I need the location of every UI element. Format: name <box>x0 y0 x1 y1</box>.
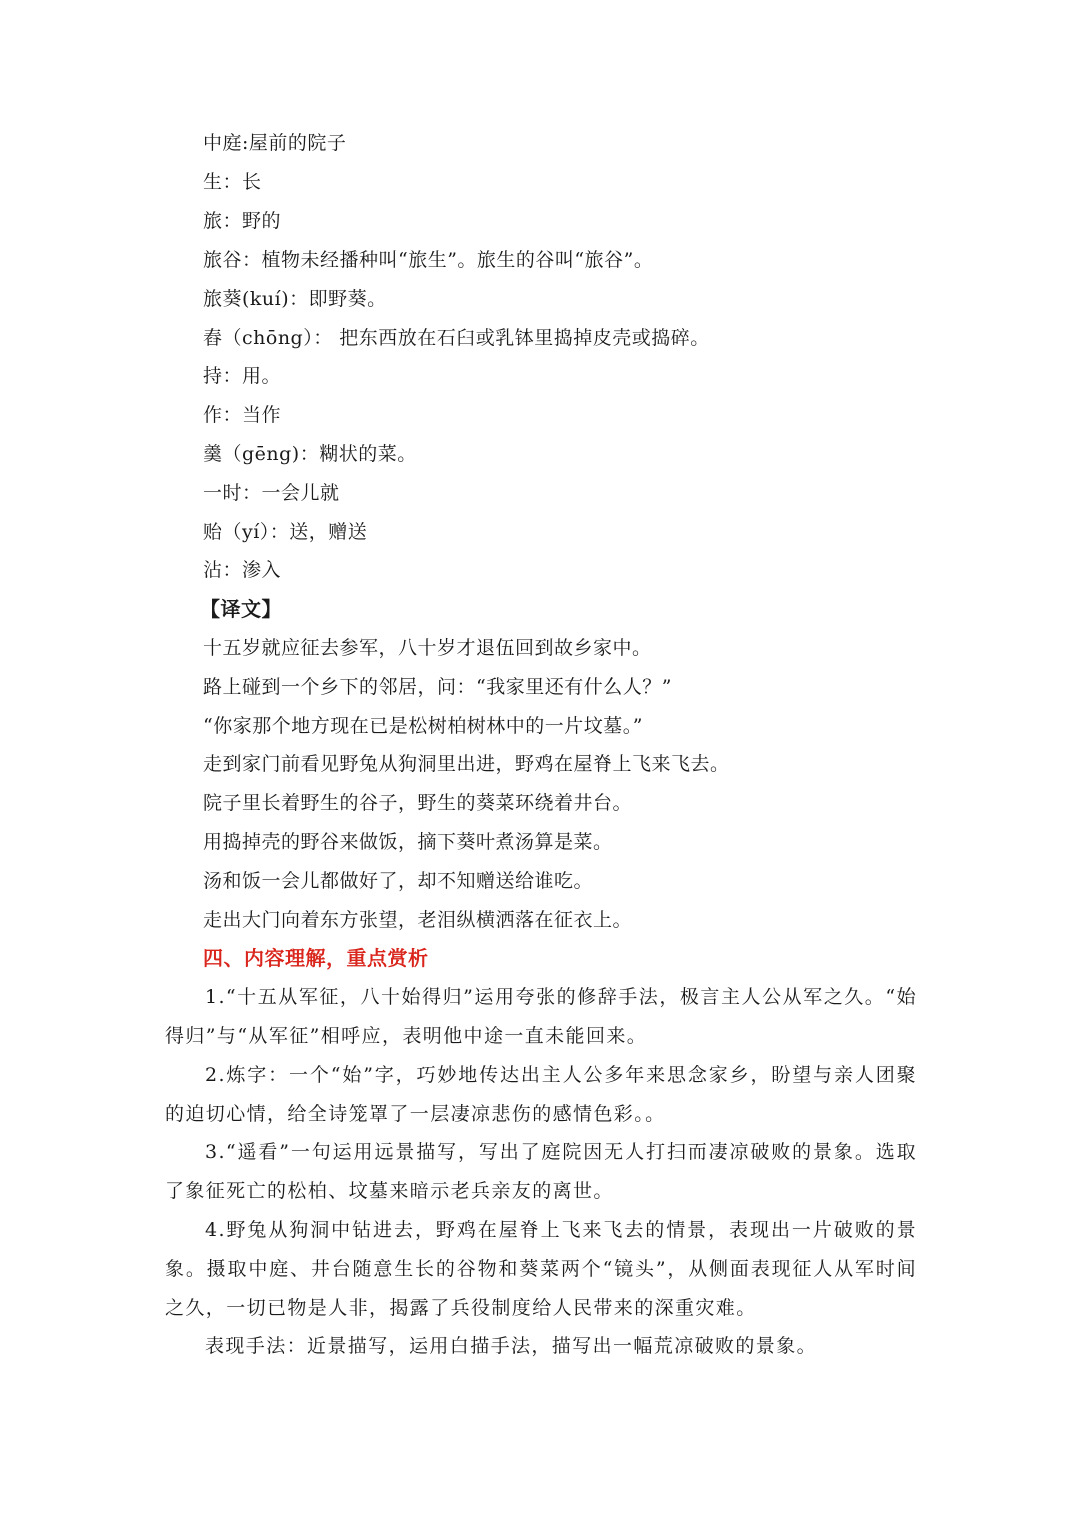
analysis-paragraph: 1.“十五从军征，八十始得归”运用夸张的修辞手法，极言主人公从军之久。“始得归”与“从军征”相呼应，表明他中途一直未能回来。 <box>165 986 917 1047</box>
note-line: 作：当作 <box>203 404 282 426</box>
note-line: 一时：一会儿就 <box>203 482 340 504</box>
translation-line: 走出大门向着东方张望，老泪纵横洒落在征衣上。 <box>203 909 633 931</box>
note-line: 沾：渗入 <box>203 559 282 581</box>
note-line: 舂（chōng）： 把东西放在石臼或乳钵里捣掉皮壳或捣碎。 <box>203 327 710 349</box>
note-line: 旅谷：植物未经播种叫“旅生”。旅生的谷叫“旅谷”。 <box>203 249 654 271</box>
translation-line: 院子里长着野生的谷子，野生的葵菜环绕着井台。 <box>203 792 633 814</box>
note-line: 旅葵(kuí)：即野葵。 <box>203 288 387 310</box>
note-line: 生：长 <box>203 171 262 193</box>
translation-line: “你家那个地方现在已是松树柏树林中的一片坟墓。” <box>203 715 643 737</box>
translation-line: 汤和饭一会儿都做好了，却不知赠送给谁吃。 <box>203 870 594 892</box>
section-heading: 四、内容理解，重点赏析 <box>203 946 429 970</box>
translation-line: 走到家门前看见野兔从狗洞里出进，野鸡在屋脊上飞来飞去。 <box>203 753 730 775</box>
translation-line: 路上碰到一个乡下的邻居，问：“我家里还有什么人？” <box>203 676 672 698</box>
analysis-paragraph: 2.炼字：一个“始”字，巧妙地传达出主人公多年来思念家乡，盼望与亲人团聚的迫切心情，给全诗笼罩了一层凄凉悲伤的感情色彩。。 <box>165 1064 917 1125</box>
note-line: 中庭:屋前的院子 <box>203 132 347 154</box>
translation-line: 十五岁就应征去参军，八十岁才退伍回到故乡家中。 <box>203 637 652 659</box>
note-line: 羹（gēng)：糊状的菜。 <box>203 443 417 465</box>
analysis-paragraph: 3.“遥看”一句运用远景描写，写出了庭院因无人打扫而凄凉破败的景象。选取了象征死亡的松柏、坟墓来暗示老兵亲友的离世。 <box>165 1141 917 1202</box>
note-line: 持：用。 <box>203 365 282 387</box>
translation-heading: 【译文】 <box>200 597 282 621</box>
note-line: 旅：野的 <box>203 210 282 232</box>
analysis-paragraph: 表现手法：近景描写，运用白描手法，描写出一幅荒凉破败的景象。 <box>205 1335 818 1357</box>
analysis-paragraph: 4.野兔从狗洞中钻进去，野鸡在屋脊上飞来飞去的情景，表现出一片破败的景象。摄取中庭、井台随意生长的谷物和葵菜两个“镜头”，从侧面表现征人从军时间之久，一切已物是人非，揭露了兵役制度给人民带来的深重灾难。 <box>165 1219 917 1319</box>
note-line: 贻（yí）：送，赠送 <box>203 521 368 543</box>
translation-line: 用捣掉壳的野谷来做饭，摘下葵叶煮汤算是菜。 <box>203 831 613 853</box>
